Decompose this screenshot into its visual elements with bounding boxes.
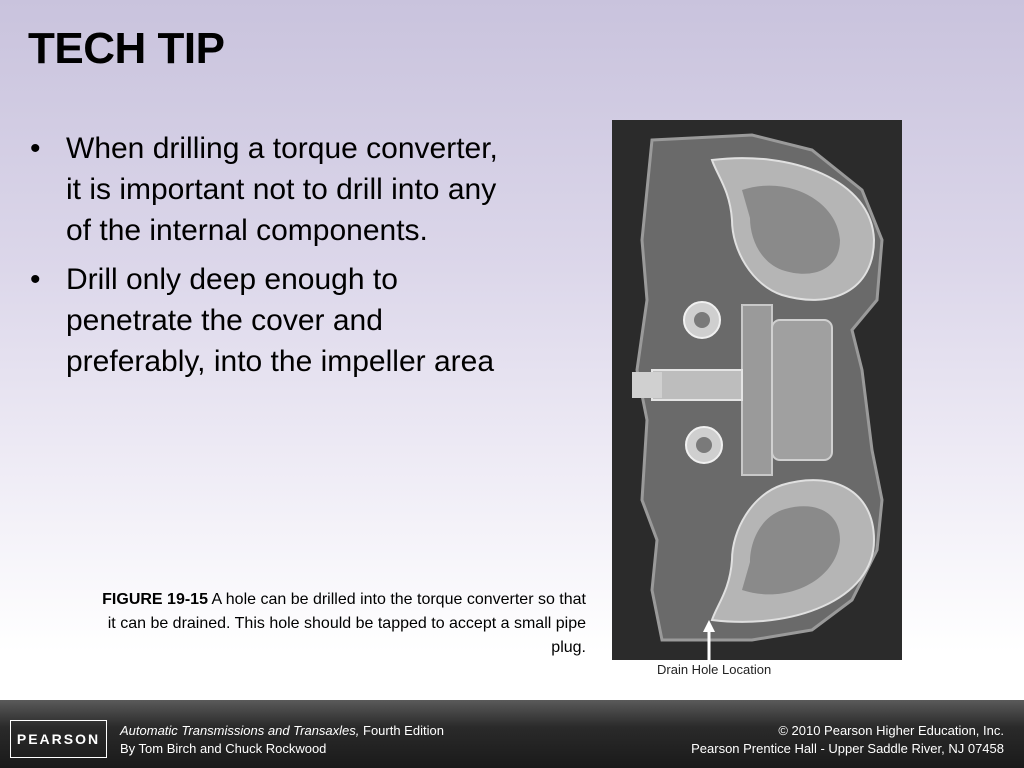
bullet-item — [28, 259, 498, 382]
figure-caption — [90, 588, 586, 660]
bullet-item — [28, 128, 498, 251]
pearson-logo: PEARSON — [10, 720, 107, 758]
torque-converter-photo — [612, 120, 902, 660]
book-edition: Fourth Edition — [359, 723, 444, 738]
footer-copyright — [691, 722, 1004, 758]
copyright-text: © 2010 Pearson Higher Education, Inc. — [778, 723, 1004, 738]
footer-title-line — [120, 722, 444, 740]
drain-hole-label: Drain Hole Location — [657, 662, 772, 677]
footer-book-info — [120, 722, 444, 758]
bullet-text: When drilling a torque converter, it is important not to drill into any of the internal components. — [66, 132, 498, 247]
bullet-list — [28, 128, 498, 390]
book-title: Automatic Transmissions and Transaxles, — [120, 723, 360, 738]
figure-caption-text: A hole can be drilled into the torque converter so that it can be drained. This hole should be tapped to accept a small pipe plug. — [107, 591, 586, 656]
book-authors: By Tom Birch and Chuck Rockwood — [120, 741, 327, 756]
bullet-dot: • — [30, 263, 41, 296]
footer-bar — [0, 700, 1024, 768]
slide-title: TECH TIP — [28, 24, 225, 73]
publisher-text: Pearson Prentice Hall - Upper Saddle River, NJ 07458 — [691, 741, 1004, 756]
bullet-text: Drill only deep enough to penetrate the cover and preferably, into the impeller area — [66, 263, 494, 378]
bullet-dot: • — [30, 132, 41, 165]
figure-caption-label: FIGURE 19-15 — [102, 591, 208, 608]
torque-converter-illustration — [612, 120, 902, 660]
